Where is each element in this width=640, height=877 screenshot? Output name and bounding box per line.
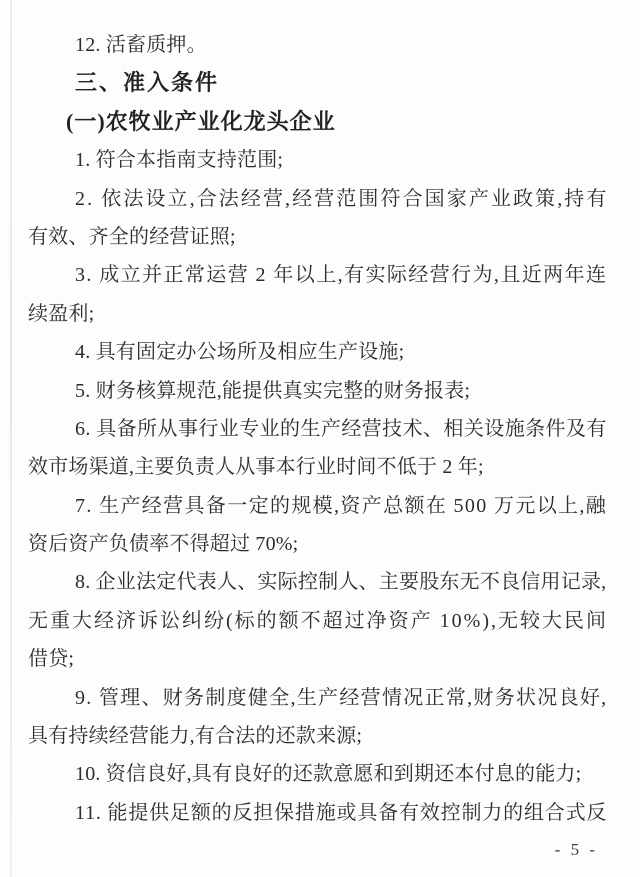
line-text: 三、准入条件 xyxy=(75,70,220,96)
line-text: 7. 生产经营具备一定的规模,资产总额在 500 万元以上,融 xyxy=(75,494,608,517)
line-text: 效市场渠道,主要负责人从事本行业时间不低于 2 年; xyxy=(28,456,484,479)
line-text: 1. 符合本指南支持范围; xyxy=(75,149,284,172)
text-line xyxy=(28,640,612,678)
text-line xyxy=(28,487,612,525)
line-text: 续盈利; xyxy=(28,302,95,325)
text-line xyxy=(28,525,612,563)
line-text: 5. 财务核算规范,能提供真实完整的财务报表; xyxy=(75,379,471,402)
text-line xyxy=(28,333,612,371)
text-line xyxy=(28,218,612,256)
text-line xyxy=(28,256,612,294)
line-text: 3. 成立并正常运营 2 年以上,有实际经营行为,且近两年连 xyxy=(75,264,608,287)
text-line xyxy=(28,448,612,486)
page-number: - 5 - xyxy=(554,840,598,859)
text-line xyxy=(28,602,612,640)
text-line xyxy=(28,563,612,601)
line-text: 12. 活畜质押。 xyxy=(75,34,207,56)
line-text: 有效、齐全的经营证照; xyxy=(28,225,236,248)
line-text: 借贷; xyxy=(28,648,75,671)
line-text: 无重大经济诉讼纠纷(标的额不超过净资产 10%),无较大民间 xyxy=(28,609,608,632)
text-line xyxy=(28,755,612,793)
line-text: 10. 资信良好,具有良好的还款意愿和到期还本付息的能力; xyxy=(75,763,582,786)
line-text: (一)农牧业产业化龙头企业 xyxy=(66,108,336,134)
document-body xyxy=(28,26,612,832)
text-line xyxy=(28,141,612,179)
line-text: 具有持续经营能力,有合法的还款来源; xyxy=(28,725,363,748)
text-line xyxy=(28,410,612,448)
line-text: 4. 具有固定办公场所及相应生产设施; xyxy=(75,341,405,364)
line-text: 9. 管理、财务制度健全,生产经营情况正常,财务状况良好, xyxy=(75,686,608,709)
text-line xyxy=(28,679,612,717)
text-line xyxy=(28,372,612,410)
text-line xyxy=(28,295,612,333)
line-text: 8. 企业法定代表人、实际控制人、主要股东无不良信用记录, xyxy=(75,571,607,594)
text-line xyxy=(28,180,612,218)
subsection-heading xyxy=(28,103,612,141)
text-line xyxy=(28,794,612,832)
text-line xyxy=(28,717,612,755)
section-heading xyxy=(28,64,612,102)
text-line xyxy=(28,26,612,64)
line-text: 资后资产负债率不得超过 70%; xyxy=(28,533,299,556)
line-text: 11. 能提供足额的反担保措施或具备有效控制力的组合式反 xyxy=(75,801,608,824)
scan-edge-artifact xyxy=(10,0,12,877)
line-text: 6. 具备所从事行业专业的生产经营技术、相关设施条件及有 xyxy=(75,417,607,440)
line-text: 2. 依法设立,合法经营,经营范围符合国家产业政策,持有 xyxy=(75,187,609,210)
